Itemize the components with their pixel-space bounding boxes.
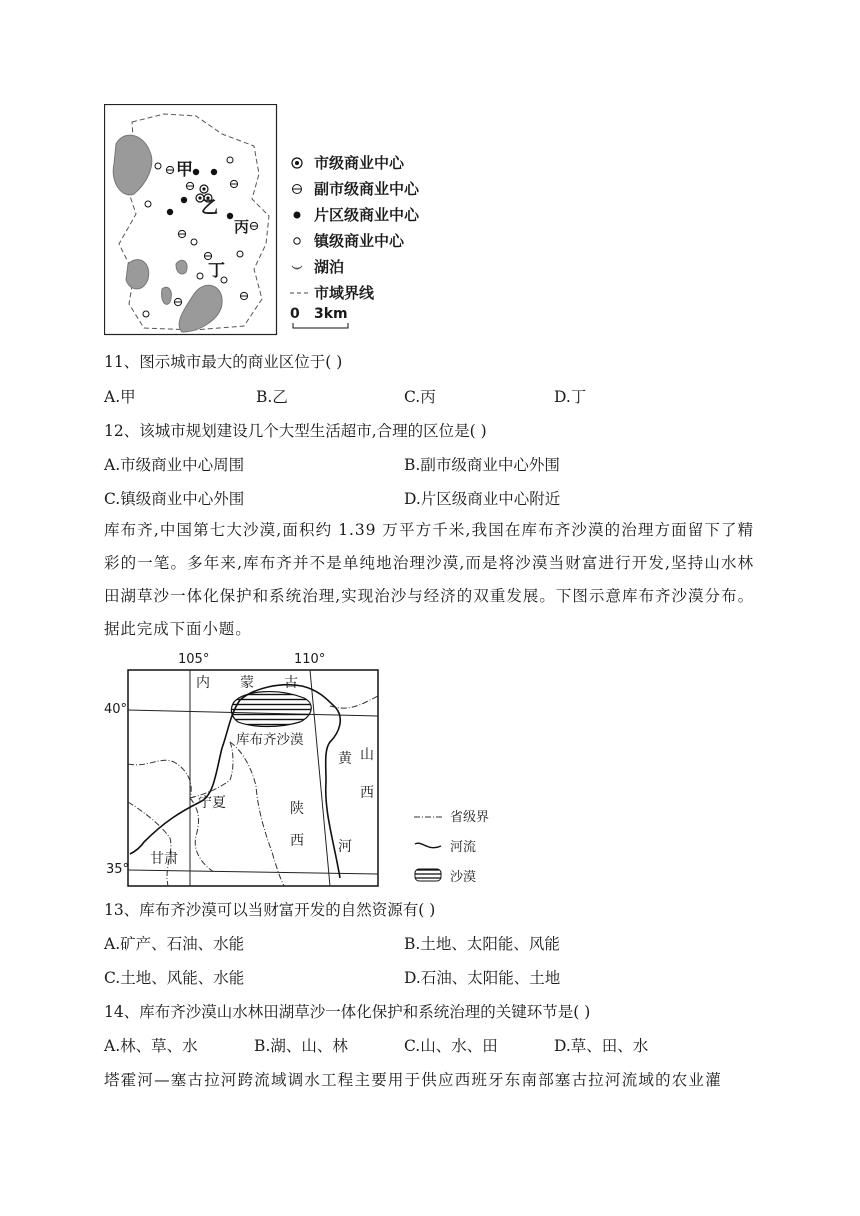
map-label-jia: 甲 <box>176 160 193 180</box>
lake-shape <box>113 135 152 195</box>
scale-bar <box>290 306 460 332</box>
q14-option-d: D.草、田、水 <box>554 1037 649 1055</box>
legend-row <box>290 150 460 176</box>
district-center-icon <box>290 208 304 222</box>
question-12: 12、该城市规划建设几个大型生活超市,合理的区位是( ) <box>104 422 487 440</box>
city-center-icon <box>290 156 304 170</box>
figure-city-commercial-map <box>104 104 464 336</box>
legend-row <box>414 836 534 866</box>
region-label: 蒙 <box>240 675 254 691</box>
legend-row <box>290 280 460 306</box>
province-boundary-line <box>230 742 284 886</box>
region-label: 山 <box>360 747 374 763</box>
q14-option-a: A.林、草、水 <box>104 1037 198 1055</box>
province-boundary-line <box>128 760 191 798</box>
legend-label: 片区级商业中心 <box>314 206 420 224</box>
figure2-legend <box>414 806 534 896</box>
town-center-icon <box>290 234 304 248</box>
legend-label: 省级界 <box>450 810 490 825</box>
river-icon <box>414 840 442 852</box>
q12-option-a: A.市级商业中心周围 <box>104 456 245 474</box>
lake-shape <box>162 287 172 304</box>
lon-label-110: 110° <box>294 652 326 667</box>
map-label-yi: 乙 <box>201 198 218 218</box>
scale-line <box>292 322 352 330</box>
legend-row <box>290 176 460 202</box>
legend-label: 市级商业中心 <box>314 154 405 172</box>
lat-label-40: 40° <box>104 702 128 717</box>
question-11: 11、图示城市最大的商业区位于( ) <box>104 353 343 371</box>
q13-option-a: A.矿产、石油、水能 <box>104 935 245 953</box>
region-label: 甘肃 <box>150 851 178 867</box>
lon-label-105: 105° <box>178 652 210 667</box>
scale-zero: 0 <box>290 306 300 322</box>
region-label: 陕 <box>290 801 304 817</box>
q14-option-c: C.山、水、田 <box>404 1037 498 1055</box>
q13-option-d: D.石油、太阳能、土地 <box>404 969 561 987</box>
lake-shape <box>179 285 222 332</box>
q13-option-c: C.土地、风能、水能 <box>104 969 245 987</box>
region-label: 宁夏 <box>198 795 226 811</box>
q11-option-d: D.丁 <box>554 388 587 406</box>
river-label: 黄 <box>338 751 352 767</box>
sub-city-center-icon <box>290 182 304 196</box>
map-label-ding: 丁 <box>208 261 225 281</box>
legend-row <box>414 806 534 836</box>
q11-option-b: B.乙 <box>256 388 288 406</box>
town-center-marker <box>143 157 243 317</box>
region-label: 西 <box>290 833 304 849</box>
q12-option-d: D.片区级商业中心附近 <box>404 490 561 508</box>
legend-label: 河流 <box>450 840 477 855</box>
region-label: 内 <box>196 675 210 691</box>
legend-label: 镇级商业中心 <box>314 232 405 250</box>
legend-row <box>290 254 460 280</box>
lake-shape <box>176 260 187 274</box>
legend-label: 沙漠 <box>450 870 477 885</box>
passage-tagus-segura: 塔霍河—塞古拉河跨流域调水工程主要用于供应西班牙东南部塞古拉河流域的农业灌 <box>104 1071 722 1089</box>
region-label: 西 <box>360 785 374 801</box>
river-label: 河 <box>338 839 352 855</box>
city-boundary-icon <box>290 286 308 300</box>
lake-shape <box>126 260 149 289</box>
q12-option-b: B.副市级商业中心外围 <box>404 456 560 474</box>
province-boundary-line <box>330 696 378 708</box>
scale-distance: 3km <box>314 306 348 322</box>
lake-icon <box>290 260 304 274</box>
province-boundary-icon <box>414 812 442 822</box>
lat-label-35: 35° <box>106 862 130 877</box>
province-boundary-line <box>128 802 171 886</box>
legend-row <box>414 866 534 896</box>
figure1-legend <box>290 150 460 332</box>
map-label-bing: 丙 <box>234 218 250 236</box>
q13-option-b: B.土地、太阳能、风能 <box>404 935 560 953</box>
legend-row <box>290 228 460 254</box>
question-14: 14、库布齐沙漠山水林田湖草沙一体化保护和系统治理的关键环节是( ) <box>104 1003 591 1021</box>
q11-option-c: C.丙 <box>404 388 436 406</box>
longitude-line <box>310 670 330 886</box>
q12-option-c: C.镇级商业中心外围 <box>104 490 245 508</box>
q14-option-b: B.湖、山、林 <box>254 1037 348 1055</box>
region-label: 古 <box>284 675 298 691</box>
legend-label: 湖泊 <box>314 258 345 276</box>
latitude-line <box>128 870 378 874</box>
question-13: 13、库布齐沙漠可以当财富开发的自然资源有( ) <box>104 901 436 919</box>
legend-label: 副市级商业中心 <box>314 180 420 198</box>
legend-row <box>290 202 460 228</box>
desert-name-label: 库布齐沙漠 <box>236 732 304 748</box>
passage-kubuqi: 库布齐,中国第七大沙漠,面积约 1.39 万平方千米,我国在库布齐沙漠的治理方面留下了精彩的一笔。多年来,库布齐并不是单纯地治理沙漠,而是将沙漠当财富进行开发,坚持山水林田湖草沙一体化保护和系统治理,实现治沙与经济的双重发展。下图示意库布齐沙漠分布。据此完成下面小题。 <box>104 521 754 638</box>
desert-icon <box>414 868 442 882</box>
q11-option-a: A.甲 <box>104 388 136 406</box>
legend-label: 市域界线 <box>314 284 375 302</box>
